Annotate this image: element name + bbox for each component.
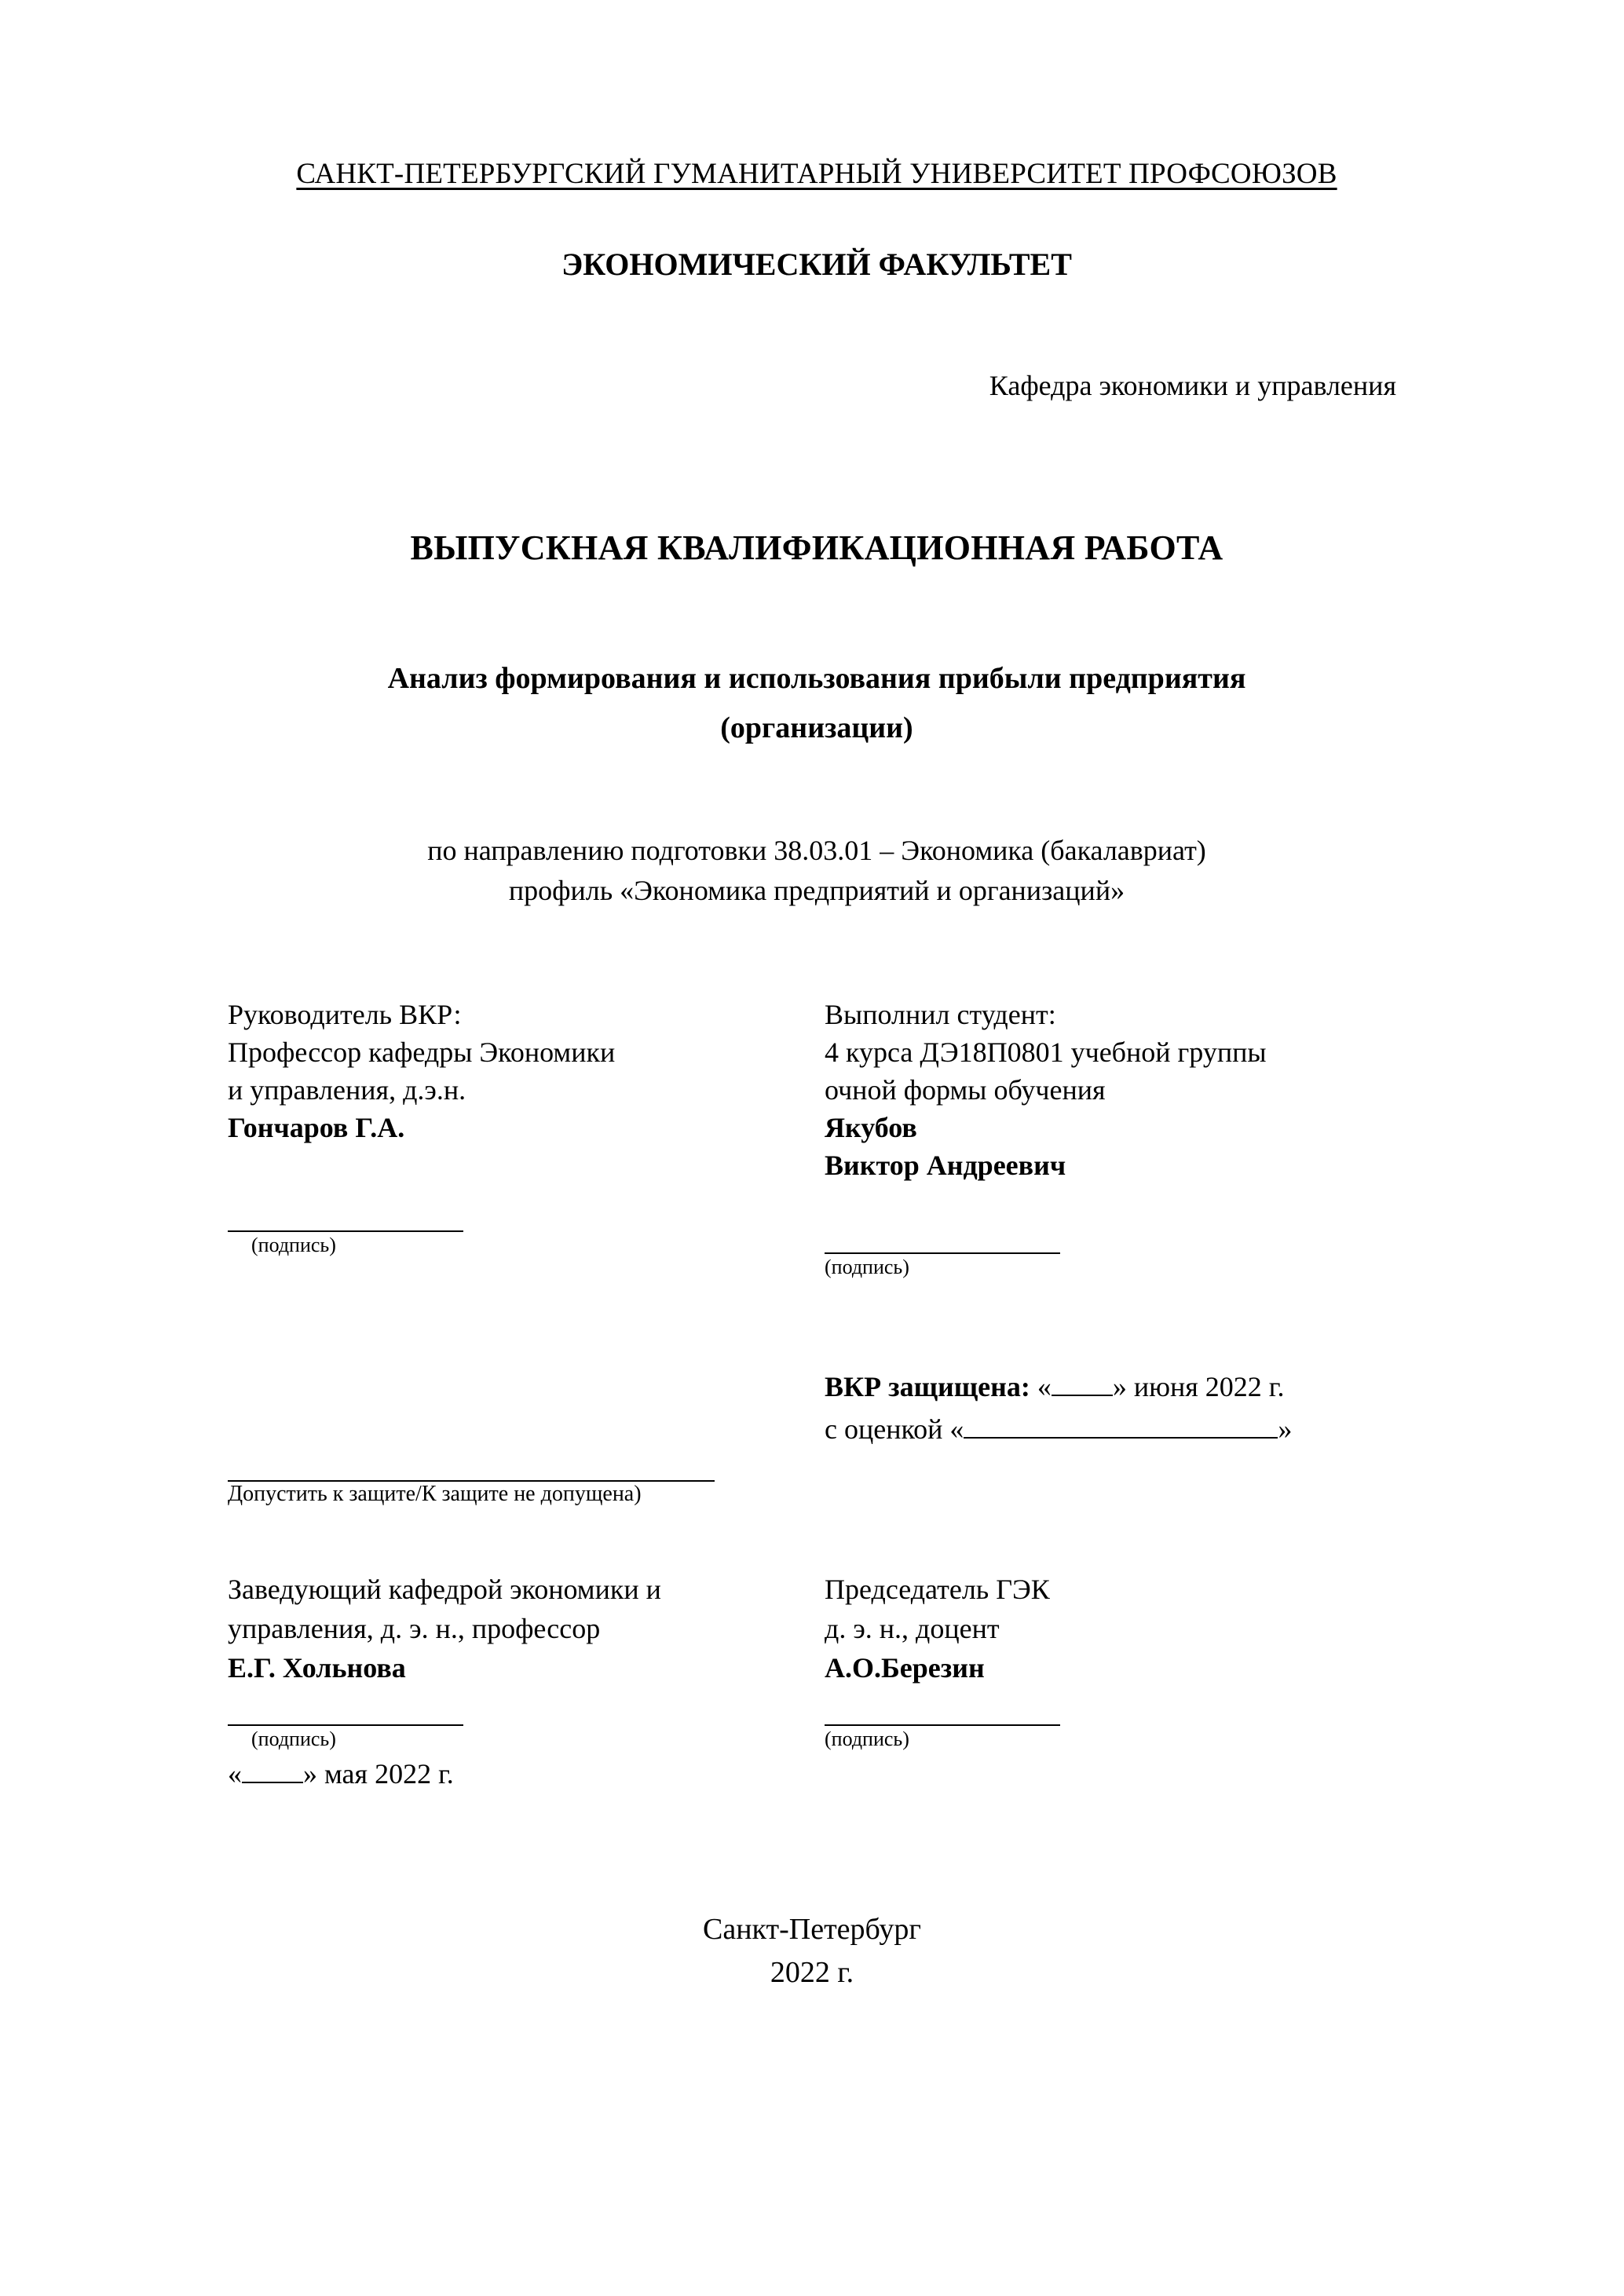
thesis-topic-line-2: (организации) xyxy=(720,711,913,744)
head-of-department-name: Е.Г. Хольнова xyxy=(228,1652,406,1684)
supervisor-block xyxy=(228,996,809,1257)
defense-grade-row xyxy=(825,1408,1406,1450)
defense-grade-blank[interactable] xyxy=(964,1437,1278,1439)
head-of-department-line-1: Заведующий кафедрой экономики и xyxy=(228,1573,661,1605)
student-spacer xyxy=(825,1185,1406,1216)
thesis-topic xyxy=(228,654,1406,752)
admission-signature-line[interactable] xyxy=(228,1444,715,1482)
admission-block xyxy=(228,1366,809,1507)
head-of-department-block xyxy=(228,1570,809,1790)
student-signature-label: (подпись) xyxy=(825,1255,909,1278)
commission-chair-title: Председатель ГЭК xyxy=(825,1573,1050,1605)
supervisor-role: Руководитель ВКР: xyxy=(228,999,462,1031)
commission-chair-signature-line[interactable] xyxy=(825,1688,1060,1726)
head-date-blank[interactable] xyxy=(242,1782,303,1783)
defense-date-blank[interactable] xyxy=(1052,1395,1113,1396)
department-name: Кафедра экономики и управления xyxy=(989,370,1396,401)
student-role: Выполнил студент: xyxy=(825,999,1056,1031)
footer-year: 2022 г. xyxy=(770,1956,854,1990)
supervisor-spacer xyxy=(228,1147,809,1194)
admission-label: Допустить к защите/К защите не допущена) xyxy=(228,1481,642,1506)
student-form: очной формы обучения xyxy=(825,1073,1106,1106)
head-of-department-line-2: управления, д. э. н., профессор xyxy=(228,1612,601,1644)
study-program xyxy=(228,831,1406,910)
defense-block xyxy=(825,1366,1406,1450)
study-program-line-2: профиль «Экономика предприятий и организаций» xyxy=(508,874,1125,906)
commission-chair-block xyxy=(825,1570,1406,1751)
head-of-department-signature-line[interactable] xyxy=(228,1688,463,1726)
supervisor-signature-label: (подпись) xyxy=(251,1233,336,1256)
study-program-line-1: по направлению подготовки 38.03.01 – Экономика (бакалавриат) xyxy=(427,835,1206,867)
student-given-name: Виктор Андреевич xyxy=(825,1149,1066,1181)
defense-grade-prefix: с оценкой « xyxy=(825,1413,964,1445)
supervisor-position-line-1: Профессор кафедры Экономики xyxy=(228,1036,616,1069)
page-footer xyxy=(0,1908,1624,1994)
head-date-suffix: » мая 2022 г. xyxy=(303,1757,454,1790)
university-name xyxy=(228,157,1406,191)
student-surname: Якубов xyxy=(825,1111,917,1143)
commission-chair-name: А.О.Березин xyxy=(825,1652,985,1684)
student-course: 4 курса ДЭ18П0801 учебной группы xyxy=(825,1036,1267,1069)
head-date-prefix: « xyxy=(228,1757,242,1790)
defense-date-suffix: » июня 2022 г. xyxy=(1112,1370,1285,1402)
footer-city: Санкт-Петербург xyxy=(702,1913,922,1946)
commission-chair-degree: д. э. н., доцент xyxy=(825,1612,1000,1644)
signature-block-top xyxy=(228,996,1406,1278)
defense-date-prefix: « xyxy=(1037,1370,1052,1402)
supervisor-signature-line[interactable] xyxy=(228,1194,463,1232)
student-block xyxy=(825,996,1406,1278)
supervisor-position-line-2: и управления, д.э.н. xyxy=(228,1073,466,1106)
document-type: ВЫПУСКНАЯ КВАЛИФИКАЦИОННАЯ РАБОТА xyxy=(410,528,1223,567)
signature-block-middle xyxy=(228,1366,1406,1507)
head-of-department-date-row xyxy=(228,1757,809,1790)
signature-block-bottom xyxy=(228,1570,1406,1790)
thesis-topic-line-1: Анализ формирования и использования прибыли предприятия xyxy=(387,662,1246,695)
faculty-name: ЭКОНОМИЧЕСКИЙ ФАКУЛЬТЕТ xyxy=(561,247,1072,282)
title-page-content xyxy=(228,157,1406,1790)
head-of-department-signature-label: (подпись) xyxy=(251,1727,336,1750)
admission-spacer xyxy=(228,1366,809,1444)
defense-grade-suffix: » xyxy=(1278,1413,1293,1445)
university-name-text: САНКТ-ПЕТЕРБУРГСКИЙ ГУМАНИТАРНЫЙ УНИВЕРСИТЕТ ПРОФСОЮЗОВ xyxy=(296,158,1337,190)
defense-date-row xyxy=(825,1366,1406,1408)
supervisor-name: Гончаров Г.А. xyxy=(228,1111,405,1143)
commission-chair-signature-label: (подпись) xyxy=(825,1727,909,1750)
student-signature-line[interactable] xyxy=(825,1216,1060,1254)
defense-label: ВКР защищена: xyxy=(825,1370,1030,1402)
